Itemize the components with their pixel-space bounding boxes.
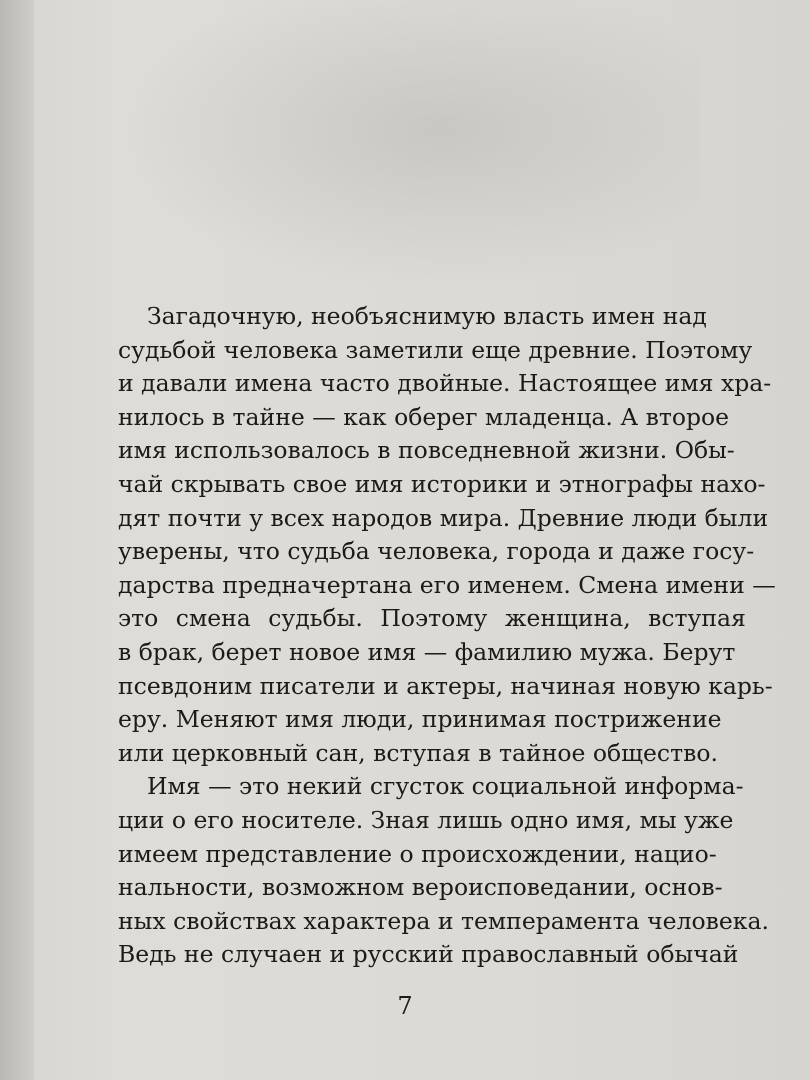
paragraph-1-line: чай скрывать свое имя историки и этнографы нахо- [118, 469, 766, 498]
paragraph-2-line: Ведь не случаен и русский православный обычай [118, 940, 739, 969]
paragraph-1-line: или церковный сан, вступая в тайное общество. [118, 738, 718, 767]
paragraph-1-line: имя использовалось в повседневной жизни. Обы- [118, 436, 735, 465]
paragraph-1-line: дят почти у всех народов мира. Древние люди были [118, 503, 769, 532]
paragraph-1-line: уверены, что судьба человека, города и даже госу- [118, 537, 755, 566]
paragraph-1-line: и давали имена часто двойные. Настоящее имя хра- [118, 369, 772, 398]
paragraph-2-line: имеем представление о происхождении, нацио- [118, 839, 717, 868]
paragraph-1-line: в брак, берет новое имя — фамилию мужа. Берут [118, 637, 736, 666]
page-number: 7 [397, 992, 413, 1020]
paragraph-1-line: еру. Меняют имя люди, принимая пострижение [118, 705, 722, 734]
paragraph-1-line: Загадочную, необъяснимую власть имен над [147, 302, 707, 330]
show-through-text [120, 0, 700, 290]
paragraph-2-line: ных свойствах характера и темперамента человека. [118, 906, 769, 935]
body-text [118, 300, 776, 972]
paragraph-1-line: нилось в тайне — как оберег младенца. А второе [118, 402, 730, 431]
paragraph-1-line: это смена судьбы. Поэтому женщина, вступая [118, 604, 746, 633]
page-edge [0, 0, 34, 1080]
paragraph-2-line: ции о его носителе. Зная лишь одно имя, мы уже [118, 805, 734, 834]
paragraph-1-line: дарства предначертана его именем. Смена имени — [118, 570, 776, 599]
paragraph-2-line: нальности, возможном вероисповедании, основ- [118, 873, 723, 902]
paragraph-1-line: псевдоним писатели и актеры, начиная новую карь- [118, 671, 773, 700]
paragraph-1-line: судьбой человека заметили еще древние. Поэтому [118, 335, 753, 364]
paragraph-2-line: Имя — это некий сгусток социальной информа- [147, 772, 744, 801]
